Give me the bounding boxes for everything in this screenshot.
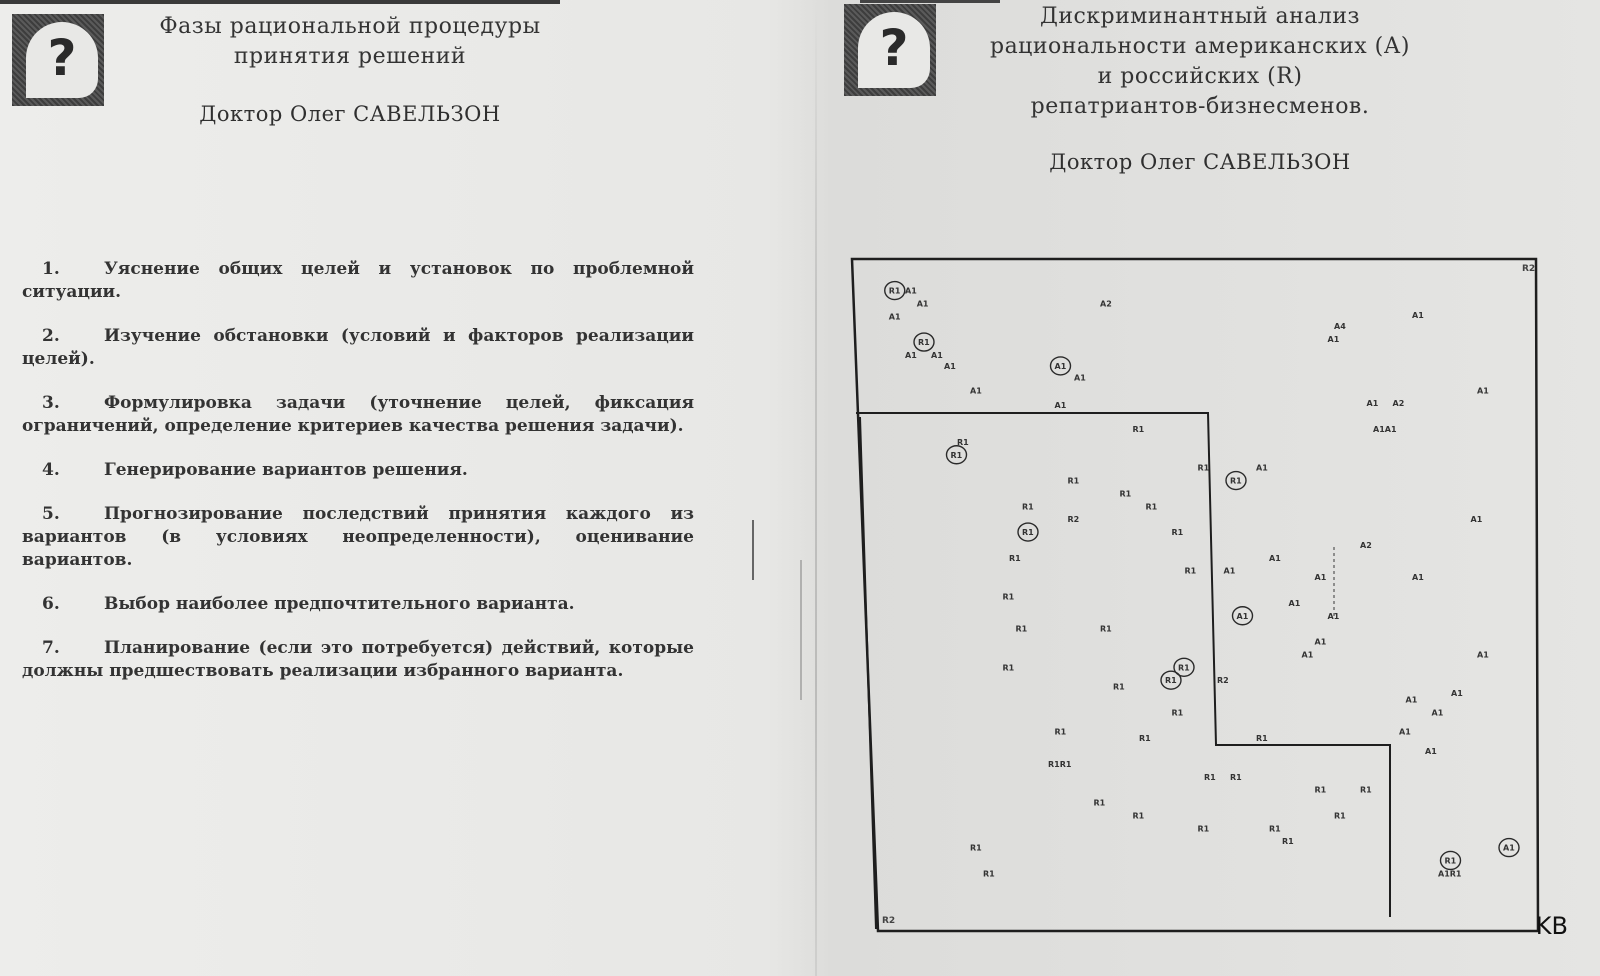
point-label: A1	[1327, 611, 1340, 621]
plot-point	[889, 312, 901, 321]
print-mark	[800, 560, 802, 700]
plot-point	[1074, 373, 1086, 382]
plot-point	[1172, 708, 1184, 717]
point-label: A1	[1054, 401, 1067, 411]
question-mark-icon: ?	[879, 19, 909, 77]
plot-point	[1373, 425, 1397, 434]
plot-point	[1133, 811, 1145, 820]
point-label: A1	[1223, 566, 1236, 576]
plot-point	[947, 446, 967, 464]
point-label: A1	[1288, 598, 1301, 608]
point-label: A1	[1405, 695, 1418, 705]
plot-point	[1393, 399, 1405, 408]
step-item: 1. Уяснение общих целей и установок по проблемной ситуации.	[22, 259, 694, 302]
plot-point	[1289, 599, 1301, 608]
point-label: R1	[1132, 425, 1145, 434]
point-label: R1	[1002, 663, 1015, 673]
point-label: A1	[931, 350, 943, 360]
plot-point	[1204, 773, 1216, 782]
plot-point	[1113, 683, 1125, 692]
right-title-line-2: рациональности американских (А)	[989, 34, 1411, 59]
plot-point	[1018, 523, 1038, 541]
step-item: 5. Прогнозирование последствий принятия каждого из вариантов (в условиях неопределенности), оценивание вариантов.	[22, 504, 694, 570]
plot-point	[1094, 799, 1106, 808]
print-mark	[752, 520, 754, 580]
point-label: R1	[983, 869, 995, 879]
point-label: A1	[1327, 334, 1340, 344]
point-label: A2	[1360, 540, 1372, 550]
point-label: A1	[1054, 361, 1067, 371]
plot-point	[1269, 824, 1281, 833]
point-label: A1	[1412, 311, 1424, 321]
left-title-line-1: Фазы рациональной процедуры	[159, 14, 541, 39]
plot-point	[1133, 425, 1145, 434]
plot-point	[905, 351, 917, 360]
point-label: A4	[1334, 321, 1346, 331]
point-label: A1	[1301, 650, 1314, 660]
point-label: A1	[1314, 637, 1327, 647]
point-label: R1	[1119, 489, 1132, 499]
plot-point	[1055, 401, 1067, 410]
point-label: R1	[1197, 824, 1210, 834]
plot-point	[1399, 728, 1411, 737]
point-label: A1	[1412, 573, 1424, 583]
point-label: R1	[1139, 734, 1151, 744]
plot-point	[944, 362, 956, 371]
plot-point	[1441, 851, 1461, 869]
plot-point	[1233, 607, 1253, 625]
plot-point	[1302, 650, 1314, 659]
point-label: R1	[1022, 528, 1034, 538]
plot-point	[917, 299, 929, 308]
plot-point	[1334, 811, 1346, 820]
step-item: 2. Изучение обстановки (условий и факторов реализации целей).	[22, 326, 694, 369]
point-label: R1	[1204, 772, 1216, 782]
point-label: A1	[1477, 386, 1489, 396]
point-label: R1	[1002, 592, 1015, 602]
point-label: R1	[950, 450, 963, 460]
plot-frame	[852, 259, 1538, 931]
plot-point	[885, 282, 905, 300]
point-label: R1	[1444, 856, 1457, 866]
plot-point	[1003, 663, 1015, 672]
step-item: 4. Генерирование вариантов решения.	[42, 460, 468, 480]
point-label: R1	[1113, 682, 1125, 692]
left-page-title	[110, 12, 590, 72]
plot-point	[1009, 554, 1021, 563]
point-label: A1	[1236, 611, 1249, 621]
question-head-logo-left	[12, 14, 104, 106]
top-rule-left	[0, 0, 560, 4]
point-label: R1	[1022, 502, 1034, 512]
point-label: R1	[957, 437, 969, 447]
point-label: R1	[1165, 676, 1177, 686]
point-label: R1	[1145, 502, 1158, 512]
plot-point	[1185, 567, 1197, 576]
plot-point	[1051, 357, 1071, 375]
step-item: 6. Выбор наиболее предпочтительного варианта.	[42, 594, 575, 614]
point-label: A1	[1074, 373, 1086, 383]
point-label: A1	[944, 361, 956, 371]
point-label: R1	[1132, 811, 1145, 821]
point-label: R1	[1230, 476, 1242, 486]
point-label: R1	[888, 286, 901, 296]
point-label: A2	[1392, 399, 1405, 409]
point-label: A1	[1477, 650, 1489, 660]
right-title-line-4: репатриантов-бизнесменов.	[1030, 94, 1370, 119]
plot-point	[1367, 399, 1379, 408]
corner-label-top-right: R2	[1522, 264, 1536, 274]
plot-point	[1499, 839, 1519, 857]
point-label: R1	[1334, 811, 1346, 821]
point-label: A1	[1256, 463, 1268, 473]
inner-left-boundary	[860, 417, 876, 929]
point-label: A1	[1366, 399, 1379, 409]
step-item: 7. Планирование (если это потребуется) действий, которые должны предшествовать реализации избранного варианта.	[22, 638, 694, 681]
point-label: R1	[970, 843, 982, 853]
right-title-line-1: Дискриминантный анализ	[1039, 4, 1361, 29]
plot-point	[1315, 573, 1327, 582]
point-label: A1	[970, 386, 982, 396]
plot-point	[1282, 837, 1294, 846]
point-label: R1	[1256, 734, 1268, 744]
point-label: R1	[1360, 785, 1372, 795]
plot-point	[1269, 554, 1281, 563]
plot-point	[1432, 708, 1444, 717]
point-label: A1A1	[1373, 425, 1397, 434]
point-label: R1	[1171, 708, 1184, 718]
plot-point	[1022, 502, 1034, 511]
plot-point	[1315, 638, 1327, 647]
plot-point	[1100, 625, 1112, 634]
point-label: R1	[918, 338, 930, 348]
plot-point	[1334, 322, 1346, 331]
step-item: 3. Формулировка задачи (уточнение целей, фиксация ограничений, определение критериев качества решения задачи).	[22, 393, 694, 436]
point-label: R1R1	[1048, 759, 1072, 769]
plot-point	[905, 287, 917, 296]
right-page-title	[950, 2, 1450, 122]
plot-point	[914, 333, 934, 351]
plot-point	[1139, 734, 1151, 743]
plot-point	[1230, 773, 1242, 782]
point-label: R1	[1269, 824, 1281, 834]
plot-point	[1055, 728, 1067, 737]
right-title-line-3: и российских (R)	[1097, 64, 1303, 89]
point-label: R1	[1314, 785, 1327, 795]
plot-point	[970, 386, 982, 395]
point-label: R2	[1067, 515, 1080, 525]
plot-point	[1217, 676, 1229, 685]
question-head-logo-right	[844, 4, 936, 96]
point-label: A1	[916, 299, 929, 309]
plot-point	[1161, 671, 1181, 689]
point-label: R1	[1100, 624, 1112, 634]
plot-point	[983, 869, 995, 878]
plot-point	[1100, 299, 1112, 308]
point-label: R1	[1067, 476, 1080, 486]
point-label: A1	[1503, 843, 1515, 853]
plot-point	[1016, 625, 1028, 634]
plot-point	[1172, 528, 1184, 537]
plot-point	[1328, 612, 1340, 621]
corner-label-bottom-left: R2	[882, 916, 896, 926]
plot-point	[1256, 464, 1268, 473]
decision-steps-list	[22, 258, 694, 704]
plot-point	[1315, 786, 1327, 795]
point-label: R1	[1015, 624, 1028, 634]
point-label: R1	[1197, 463, 1210, 473]
point-label: R1	[1184, 566, 1197, 576]
watermark-kb: KB	[1535, 912, 1568, 940]
page-fold	[815, 0, 817, 976]
point-label: A1	[1451, 689, 1463, 699]
plot-point	[1256, 734, 1268, 743]
point-label: R1	[1009, 553, 1021, 563]
plot-point	[1412, 311, 1424, 320]
plot-point	[1477, 650, 1489, 659]
plot-point	[1360, 786, 1372, 795]
plot-point	[1226, 472, 1246, 490]
plot-point	[1471, 515, 1483, 524]
plot-point	[1451, 689, 1463, 698]
discriminant-scatter-plot	[850, 257, 1540, 935]
plot-point	[1406, 695, 1418, 704]
plot-point	[1438, 869, 1462, 878]
plot-point	[1068, 515, 1080, 524]
point-label: R2	[1217, 676, 1229, 686]
point-label: R1	[1093, 798, 1106, 808]
plot-point	[970, 844, 982, 853]
point-label: A2	[1100, 299, 1112, 309]
plot-point	[931, 351, 943, 360]
plot-point	[1477, 386, 1489, 395]
point-label: R1	[1178, 663, 1190, 673]
point-label: A1	[1314, 573, 1327, 583]
point-label: A1	[1431, 708, 1444, 718]
left-title-line-2: принятия решений	[233, 44, 467, 69]
left-page-author: Доктор Олег САВЕЛЬЗОН	[199, 102, 501, 126]
point-label: R1	[1282, 837, 1294, 847]
plot-point	[1360, 541, 1372, 550]
points-layer	[885, 282, 1519, 879]
plot-point	[1198, 464, 1210, 473]
point-label: A1	[905, 286, 917, 296]
plot-point	[1198, 824, 1210, 833]
plot-point	[1068, 477, 1080, 486]
plot-point	[1425, 747, 1437, 756]
plot-point	[1003, 592, 1015, 601]
right-page-author: Доктор Олег САВЕЛЬЗОН	[1049, 150, 1351, 174]
point-label: A1	[1425, 747, 1437, 756]
plot-point	[1048, 760, 1072, 769]
point-label: R1	[1230, 772, 1242, 782]
point-label: R1	[1054, 727, 1067, 737]
plot-point	[1328, 335, 1340, 344]
point-label: A1	[1399, 727, 1411, 737]
point-label: A1	[888, 312, 901, 322]
plot-point	[1146, 502, 1158, 511]
question-mark-icon: ?	[47, 29, 77, 87]
point-label: R1	[1171, 528, 1184, 538]
point-label: A1	[1470, 515, 1483, 525]
plot-point	[1120, 489, 1132, 498]
point-label: A1R1	[1438, 869, 1462, 879]
point-label: A1	[905, 350, 917, 360]
point-label: A1	[1269, 553, 1281, 563]
plot-point	[1412, 573, 1424, 582]
plot-point	[1224, 567, 1236, 576]
